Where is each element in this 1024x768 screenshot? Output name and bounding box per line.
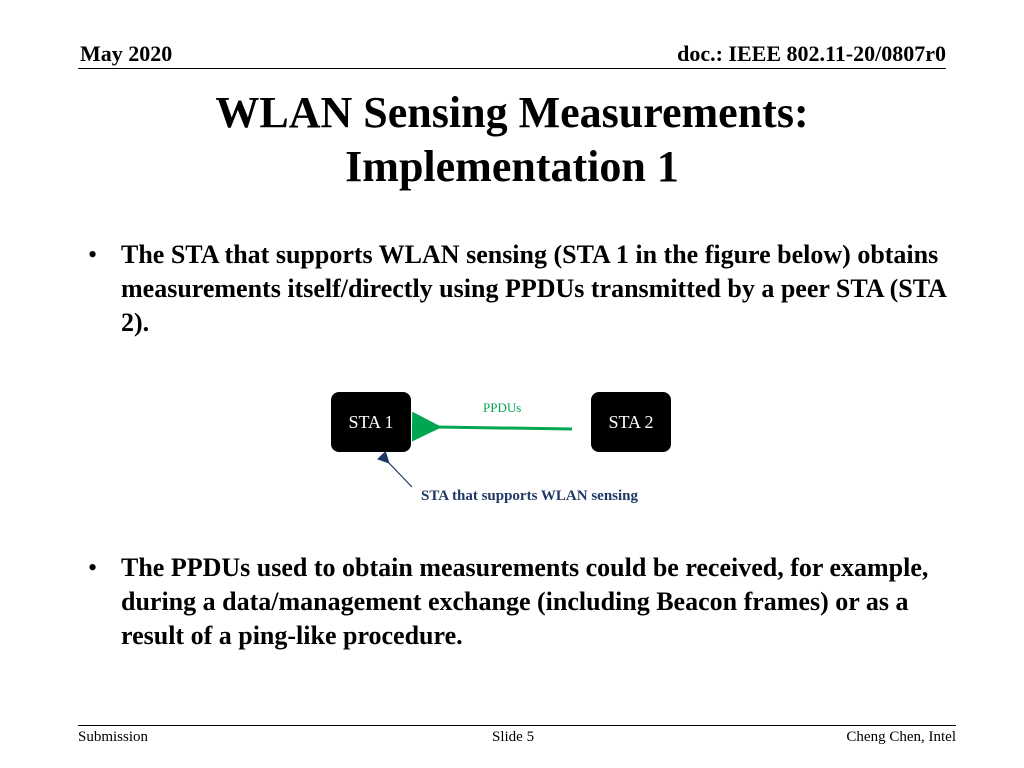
- callout-label: STA that supports WLAN sensing: [421, 488, 639, 504]
- bullet-item-2: [88, 551, 948, 653]
- sta-1-box: [331, 392, 411, 452]
- footer-author: Cheng Chen, Intel: [846, 729, 956, 745]
- callout-arrow: [388, 462, 412, 487]
- footer-divider: [78, 725, 956, 726]
- bullet-marker: •: [88, 553, 98, 582]
- bullet-text: The PPDUs used to obtain measurements could be received, for example, during a data/management exchange (including Beacon frames) or as a result of a ping-like procedure.: [121, 553, 929, 650]
- header-date: May 2020: [80, 41, 173, 66]
- sta-2-box: [591, 392, 671, 452]
- header-divider: [78, 68, 946, 69]
- slide-title: [0, 86, 1024, 194]
- sta-2-label: STA 2: [608, 411, 654, 432]
- title-line-1: WLAN Sensing Measurements:: [215, 88, 809, 137]
- footer-submission: Submission: [78, 729, 149, 745]
- bullet-marker: •: [88, 240, 98, 269]
- ppdu-arrow: [436, 427, 572, 429]
- title-line-2: Implementation 1: [345, 142, 679, 191]
- header-doc-id: doc.: IEEE 802.11-20/0807r0: [677, 41, 946, 66]
- footer-slide-number: Slide 5: [492, 729, 535, 745]
- ppdus-label: PPDUs: [483, 400, 522, 415]
- sta-1-label: STA 1: [348, 411, 394, 432]
- bullet-text: The STA that supports WLAN sensing (STA 1 in the figure below) obtains measurements itself/directly using PPDUs transmitted by a peer STA (STA 2).: [121, 240, 946, 337]
- bullet-item-1: [88, 238, 948, 340]
